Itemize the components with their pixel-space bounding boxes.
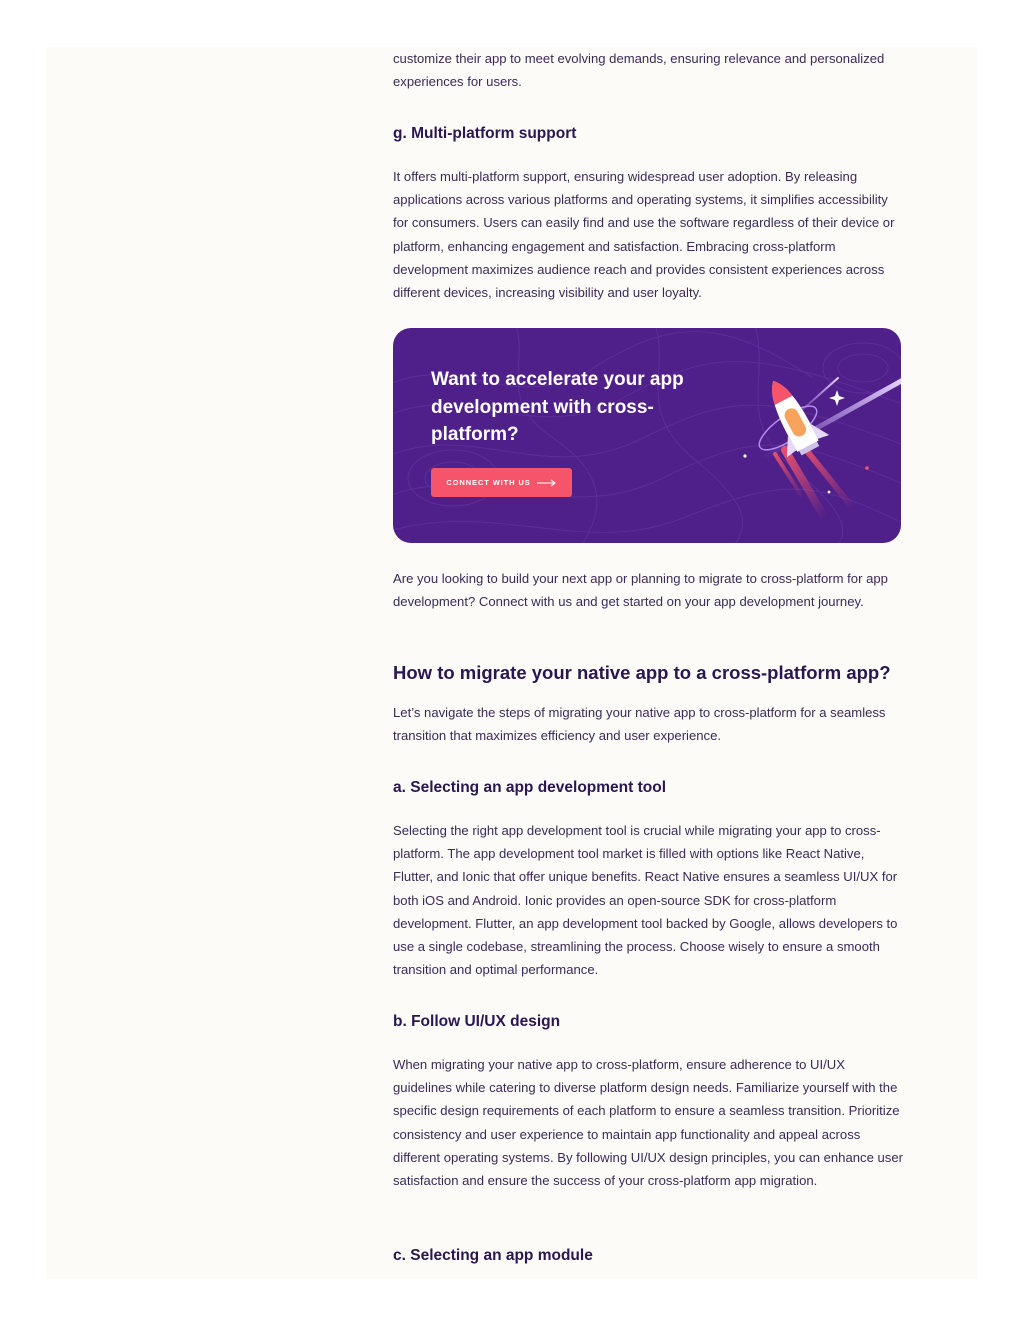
intro-paragraph: customize their app to meet evolving demands, ensuring relevance and personalized experiences for users. bbox=[393, 51, 885, 90]
connect-with-us-button[interactable] bbox=[431, 468, 572, 497]
paragraph-multi-platform-support: It offers multi-platform support, ensuring widespread user adoption. By releasing applications across various platforms and operating systems, it simplifies accessibility for consumers. Users can easily find and use the software regardless of their device or platform, enhancing engagement and satisfaction. Embracing cross-platform development maximizes audience reach and provides consistent experiences across different devices, increasing visibility and user loyalty. bbox=[393, 169, 895, 301]
cta-banner bbox=[393, 328, 901, 543]
paragraph-selecting-tool: Selecting the right app development tool is crucial while migrating your app to cross-platform. The app development tool market is filled with options like React Native, Flutter, and Ionic that offer unique benefits. React Native ensures a seamless UI/UX for both iOS and Android. Ionic provides an open-source SDK for cross-platform development. Flutter, an app development tool backed by Google, allows developers to use a single codebase, streamlining the process. Choose wisely to ensure a smooth transition and optimal performance. bbox=[393, 823, 898, 978]
paragraph-follow-ui-ux: When migrating your native app to cross-platform, ensure adherence to UI/UX guidelines while catering to diverse platform design needs. Familiarize yourself with the specific design requirements of each platform to ensure a seamless transition. Prioritize consistency and user experience to maintain app functionality and appeal across different operating systems. By following UI/UX design principles, you can enhance user satisfaction and ensure the success of your cross-platform app migration. bbox=[393, 1057, 903, 1189]
paragraph-migrate-intro: Let’s navigate the steps of migrating your native app to cross-platform for a seamless transition that maximizes efficiency and user experience. bbox=[393, 705, 886, 744]
cta-button-label: CONNECT WITH US bbox=[446, 478, 531, 487]
heading-multi-platform-support: g. Multi-platform support bbox=[393, 125, 577, 142]
paragraph-connect-invite: Are you looking to build your next app or planning to migrate to cross-platform for app development? Connect with us and get started on your app development journey. bbox=[393, 571, 888, 610]
heading-selecting-tool: a. Selecting an app development tool bbox=[393, 779, 667, 796]
arrow-right-icon bbox=[537, 479, 557, 487]
cta-title: Want to accelerate your app development with cross-platform? bbox=[431, 369, 684, 445]
heading-migrate-native-app: How to migrate your native app to a cross-platform app? bbox=[393, 662, 891, 683]
rocket-icon bbox=[733, 368, 901, 528]
heading-selecting-module: c. Selecting an app module bbox=[393, 1247, 593, 1264]
heading-follow-ui-ux: b. Follow UI/UX design bbox=[393, 1013, 561, 1030]
